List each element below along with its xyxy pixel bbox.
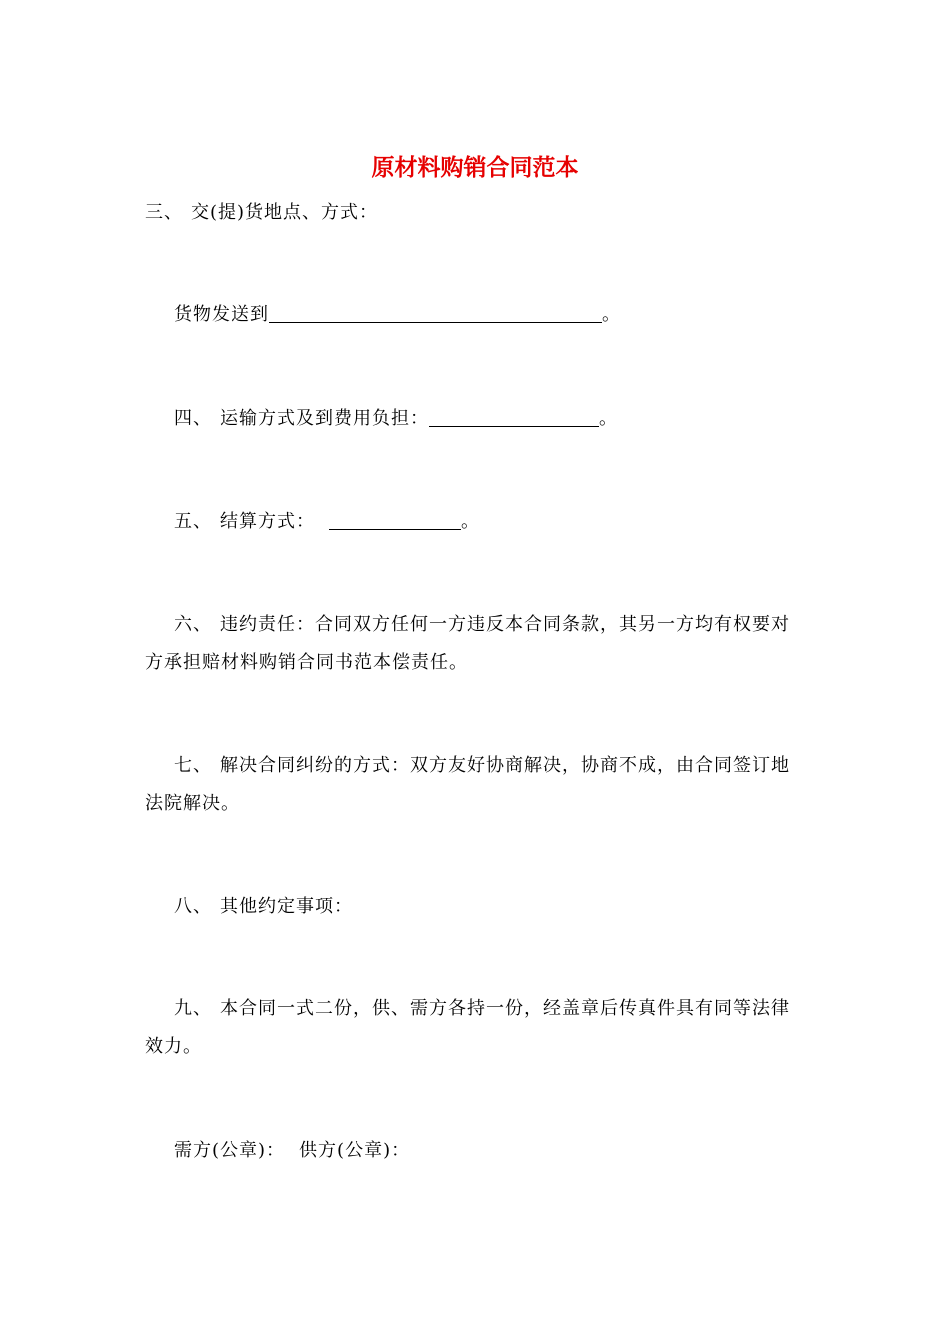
section-9-number: 九、 [174,998,212,1019]
section-6-text-2: 方承担赔材料购销合同书范本偿责任。 [145,652,468,673]
section-4 [174,408,618,430]
delivery-line [174,304,621,326]
section-3-text: 交(提)货地点、方式： [191,202,379,223]
section-9-line-1 [174,998,790,1020]
section-5-end: 。 [461,511,480,532]
buyer-seal-label: 需方(公章)： [174,1140,286,1161]
delivery-blank [269,304,602,323]
section-4-text: 运输方式及到费用负担： [220,408,429,429]
section-7-number: 七、 [174,755,212,776]
section-6-text-1: 违约责任：合同双方任何一方违反本合同条款，其另一方均有权要对 [220,614,790,635]
section-7-line-1 [174,755,790,777]
seller-seal-label: 供方(公章)： [299,1140,411,1161]
signature-line [174,1140,410,1162]
section-6-number: 六、 [174,614,212,635]
section-7-line-2 [145,793,240,815]
document-title: 原材料购销合同范本 [371,155,579,181]
section-3-number: 三、 [145,202,183,223]
section-6-line-1 [174,614,790,636]
section-8-text: 其他约定事项： [220,896,353,917]
section-3 [145,202,378,224]
section-4-number: 四、 [174,408,212,429]
delivery-label: 货物发送到 [174,304,269,325]
section-8-number: 八、 [174,896,212,917]
delivery-end: 。 [602,304,621,325]
section-7-text-1: 解决合同纠纷的方式：双方友好协商解决，协商不成，由合同签订地 [220,755,790,776]
section-8 [174,896,353,918]
section-4-blank [429,408,599,427]
section-9-line-2 [145,1036,202,1058]
section-9-text-2: 效力。 [145,1036,202,1057]
section-5-text: 结算方式： [220,511,315,532]
section-5-blank [329,511,461,530]
section-6-line-2 [145,652,468,674]
section-4-end: 。 [599,408,618,429]
section-9-text-1: 本合同一式二份，供、需方各持一份，经盖章后传真件具有同等法律 [220,998,790,1019]
section-5 [174,511,480,533]
section-7-text-2: 法院解决。 [145,793,240,814]
section-5-number: 五、 [174,511,212,532]
